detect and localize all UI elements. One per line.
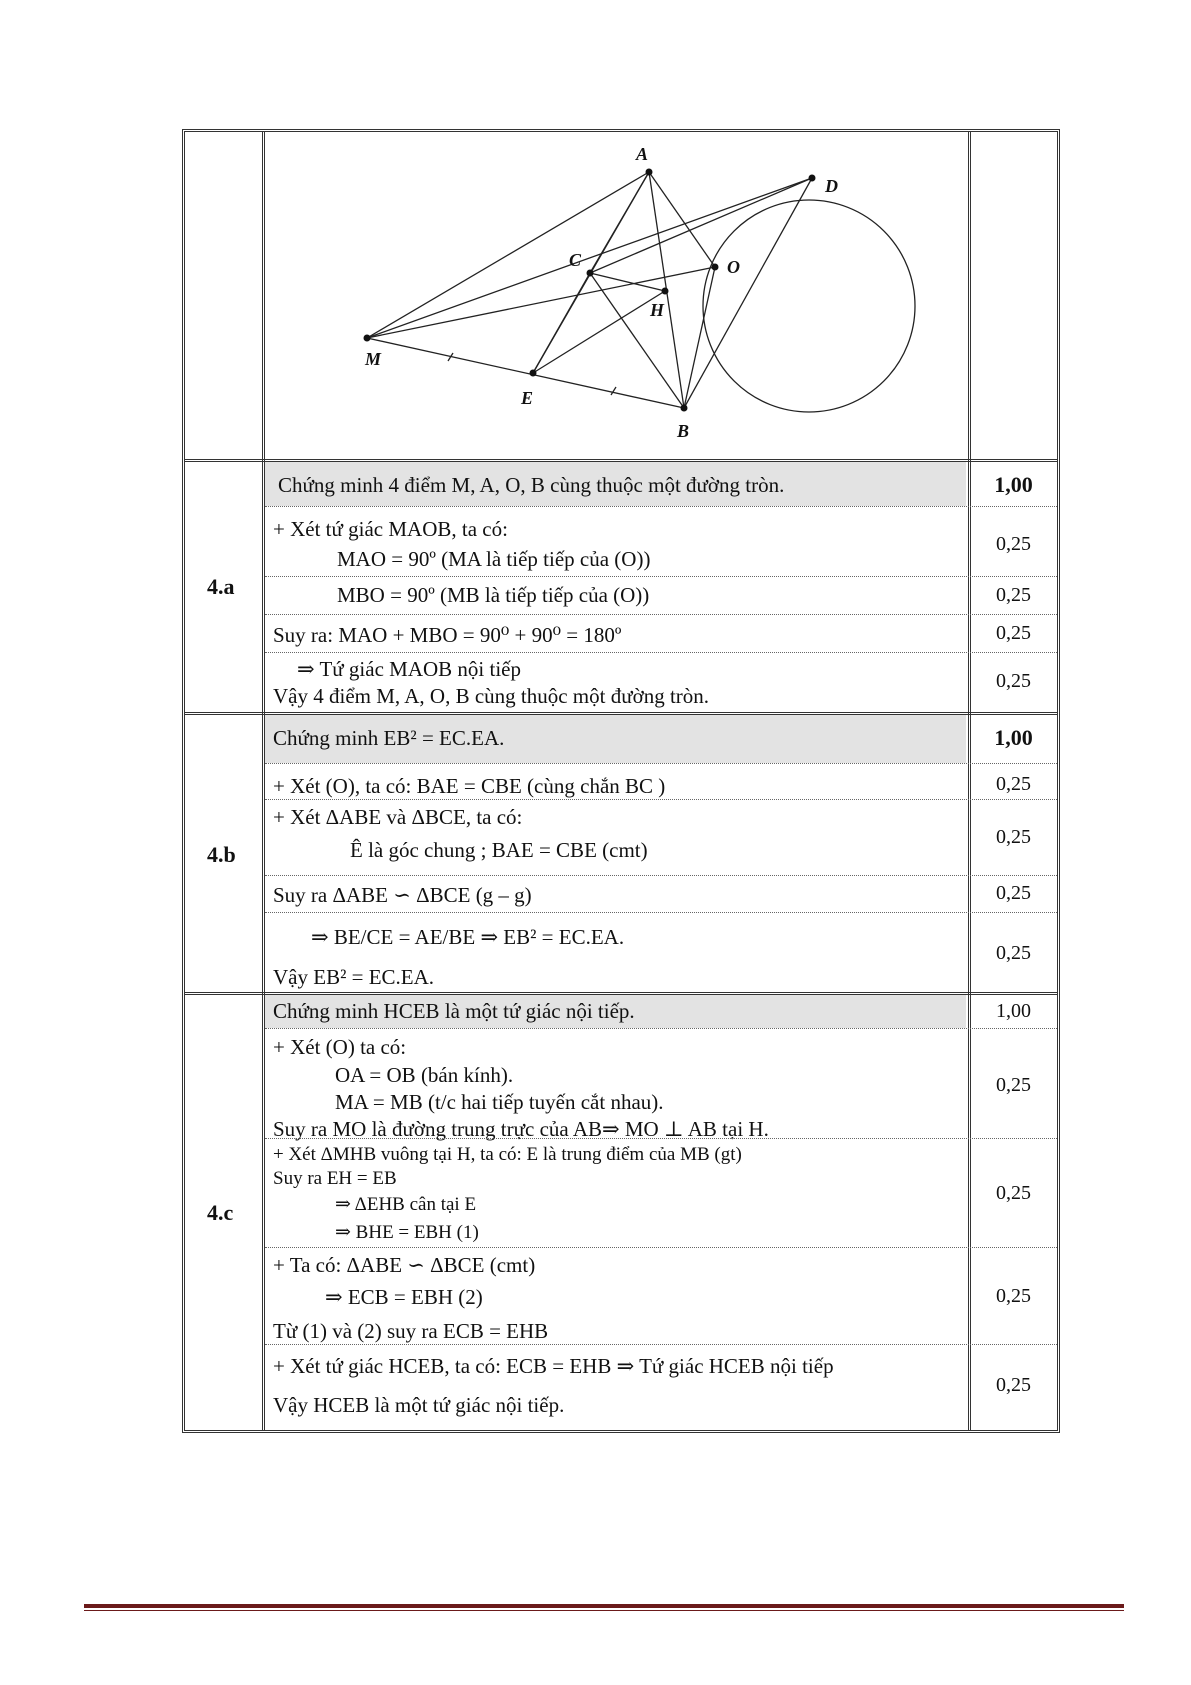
proof-line: ⇒ BE/CE = AE/BE ⇒ EB² = EC.EA. [311,925,625,949]
proof-line: Suy ra: MAO + MBO = 90⁰ + 90⁰ = 180º [273,623,622,647]
step-score: 0,25 [996,584,1031,606]
step-score: 0,25 [996,670,1031,692]
proof-line: + Xét ΔMHB vuông tại H, ta có: E là trung điểm của MB (gt) [273,1144,742,1165]
step-score: 0,25 [996,533,1031,555]
header-score: 1,00 [994,472,1033,497]
part-label: 4.a [207,574,235,599]
step-score: 0,25 [996,1074,1031,1096]
point-label: O [727,257,740,277]
proof-line: Từ (1) và (2) suy ra ECB = EHB [273,1319,549,1343]
geometry-figure [265,132,965,458]
proof-line: MA = MB (t/c hai tiếp tuyến cắt nhau). [335,1090,664,1114]
proof-line: + Xét (O), ta có: BAE = CBE (cùng chắn BC ) [273,774,666,798]
proof-line: ⇒ ECB = EBH (2) [325,1285,483,1309]
step-score: 0,25 [996,622,1031,644]
proof-line: Ê là góc chung ; BAE = CBE (cmt) [350,838,648,862]
proof-line: MAO = 90º (MA là tiếp tiếp của (O)) [337,547,651,571]
proof-line: + Xét tứ giác HCEB, ta có: ECB = EHB ⇒ Tứ giác HCEB nội tiếp [273,1354,834,1378]
step-score: 0,25 [996,1374,1031,1396]
point-label: D [825,176,838,196]
solution-table [182,129,1060,1433]
point-label: A [636,144,649,164]
proof-line: + Xét (O) ta có: [273,1035,407,1059]
step-score: 0,25 [996,773,1031,795]
footer-rule-thin [84,1610,1124,1611]
proof-line: + Xét ΔABE và ΔBCE, ta có: [273,805,523,829]
step-score: 0,25 [996,1182,1031,1204]
proof-line: + Xét tứ giác MAOB, ta có: [273,517,508,541]
proof-line: Vậy EB² = EC.EA. [273,965,435,989]
step-score: 0,25 [996,882,1031,904]
proof-line: Suy ra EH = EB [273,1168,397,1189]
proof-line: Suy ra MO là đường trung trực của AB⇒ MO ⊥ AB tại H. [273,1117,769,1141]
proof-line: Suy ra ΔABE ∽ ΔBCE (g – g) [273,883,532,907]
proof-line: ⇒ BHE = EBH (1) [335,1222,479,1243]
proof-line: ⇒ Tứ giác MAOB nội tiếp [297,657,521,681]
part-header: Chứng minh EB² = EC.EA. [273,726,505,750]
footer-rule [84,1604,1124,1608]
proof-line: ⇒ ΔEHB cân tại E [335,1194,477,1215]
proof-line: Vậy 4 điểm M, A, O, B cùng thuộc một đường tròn. [273,684,710,708]
part-label: 4.c [207,1200,234,1225]
step-score: 0,25 [996,942,1031,964]
point-label: C [569,250,582,270]
point-label: M [365,349,382,369]
point-label: H [650,300,665,320]
part-label: 4.b [207,842,236,867]
proof-line: Vậy HCEB là một tứ giác nội tiếp. [273,1393,565,1417]
header-score: 1,00 [994,725,1033,750]
point-label: B [677,421,690,441]
point-label: E [521,388,534,408]
proof-line: OA = OB (bán kính). [335,1063,514,1087]
part-header: Chứng minh 4 điểm M, A, O, B cùng thuộc một đường tròn. [278,473,785,497]
proof-line: MBO = 90º (MB là tiếp tiếp của (O)) [337,583,650,607]
part-header: Chứng minh HCEB là một tứ giác nội tiếp. [273,999,635,1023]
step-score: 0,25 [996,826,1031,848]
step-score: 0,25 [996,1285,1031,1307]
header-score: 1,00 [996,1000,1031,1022]
proof-line: + Ta có: ΔABE ∽ ΔBCE (cmt) [273,1253,536,1277]
